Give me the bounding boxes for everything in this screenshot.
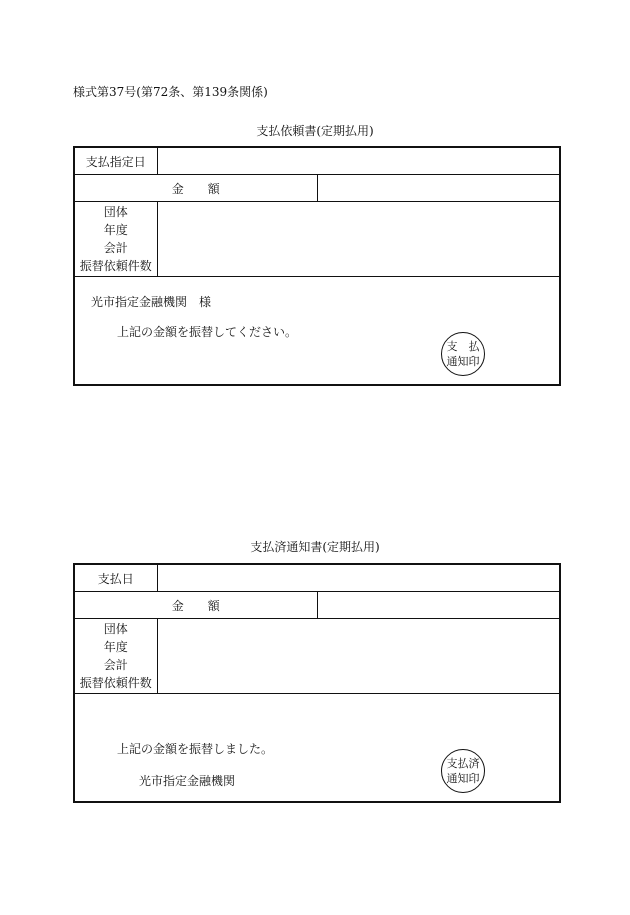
form-number-label: 様式第37号(第72条、第139条関係) <box>73 85 268 99</box>
paid-date-label: 支払日 <box>74 564 157 592</box>
amount-label <box>74 592 317 619</box>
payment-completed-table <box>73 563 561 803</box>
info-value[interactable] <box>157 619 560 694</box>
request-footer <box>74 277 560 386</box>
info-labels <box>74 619 157 694</box>
info-label-organization: 団体 <box>103 622 128 636</box>
info-label-account: 会計 <box>103 658 128 672</box>
completed-text: 上記の金額を振替しました。 <box>117 742 274 756</box>
form1-title: 支払依頼書(定期払用) <box>256 124 374 138</box>
amount-value[interactable] <box>317 175 560 202</box>
info-labels <box>74 202 157 277</box>
info-value[interactable] <box>157 202 560 277</box>
paid-date-value[interactable] <box>157 564 560 592</box>
info-label-organization: 団体 <box>103 205 128 219</box>
info-label-account: 会計 <box>103 241 128 255</box>
payment-date-label: 支払指定日 <box>74 147 157 175</box>
payment-request-table <box>73 146 561 386</box>
amount-label-char1: 金 <box>171 598 184 613</box>
addressee-text: 光市指定金融機関 様 <box>91 295 212 309</box>
amount-label <box>74 175 317 202</box>
info-label-fiscal-year: 年度 <box>103 640 128 654</box>
seal-line1: 支払済 <box>446 757 480 770</box>
instruction-text: 上記の金額を振替してください。 <box>117 325 298 339</box>
completed-footer <box>74 694 560 803</box>
info-label-transfer-count: 振替依頼件数 <box>79 676 152 690</box>
amount-label-char2: 額 <box>207 598 220 613</box>
payment-completed-seal <box>441 749 485 793</box>
form2-title: 支払済通知書(定期払用) <box>250 540 380 554</box>
payment-date-value[interactable] <box>157 147 560 175</box>
amount-value[interactable] <box>317 592 560 619</box>
seal-line1: 支 払 <box>446 340 480 353</box>
amount-label-char1: 金 <box>171 181 184 196</box>
info-label-transfer-count: 振替依頼件数 <box>79 259 152 273</box>
seal-line2: 通知印 <box>446 355 480 368</box>
payment-notice-seal <box>441 332 485 376</box>
info-label-fiscal-year: 年度 <box>103 223 128 237</box>
bank-name-text: 光市指定金融機関 <box>139 774 236 788</box>
seal-line2: 通知印 <box>446 772 480 785</box>
amount-label-char2: 額 <box>207 181 220 196</box>
